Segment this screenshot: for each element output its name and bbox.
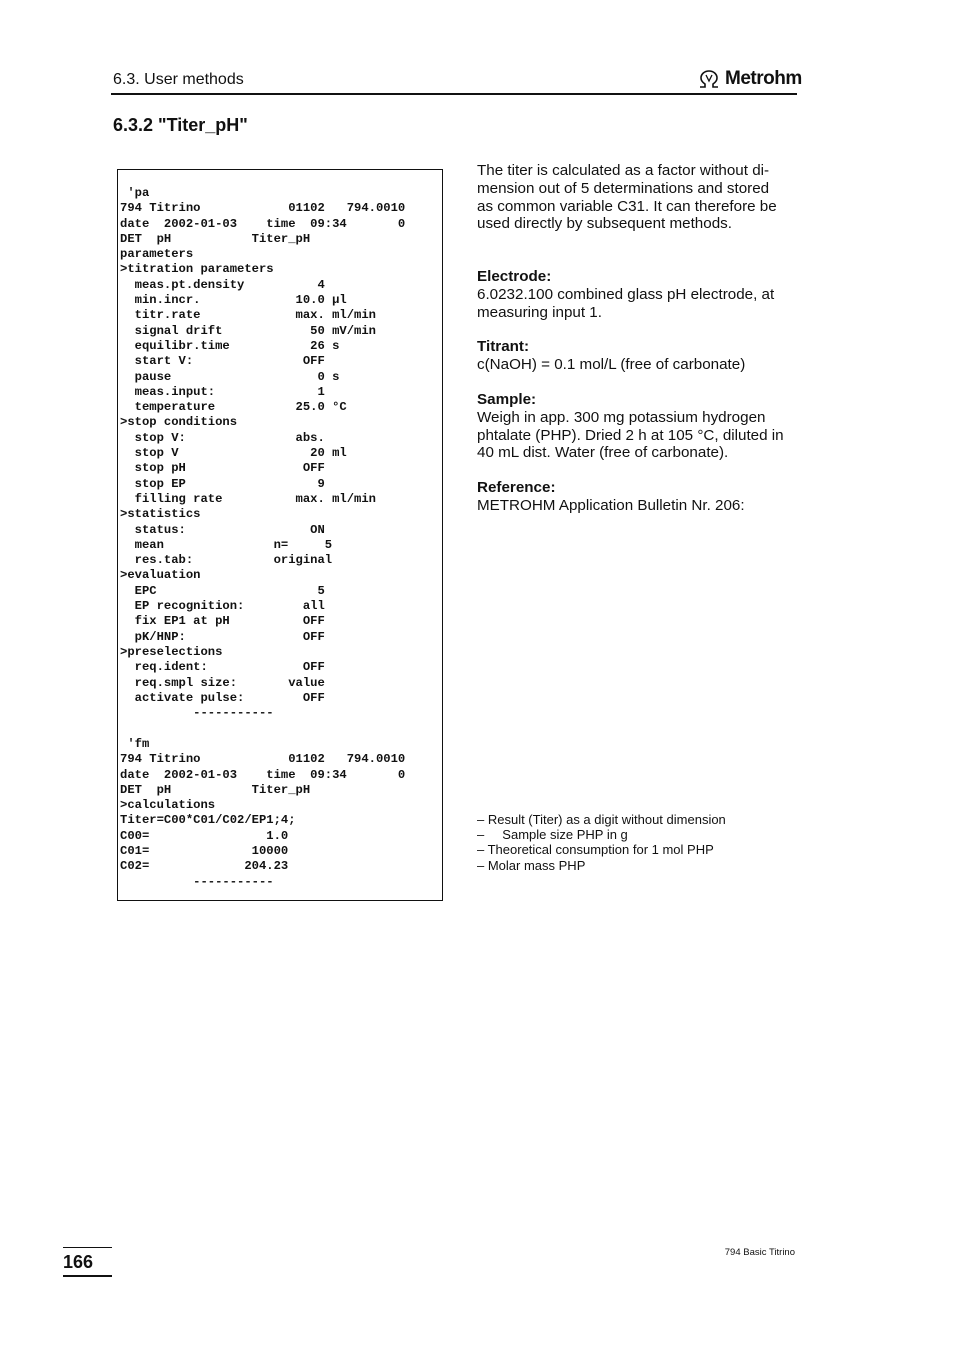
brand-logo-block (697, 68, 802, 90)
electrode-text: 6.0232.100 combined glass pH electrode, at measuring input 1. (477, 285, 775, 321)
electrode-section (477, 268, 797, 321)
sample-label: Sample: (477, 391, 537, 408)
sample-text: Weigh in app. 300 mg potassium hydrogen phtalate (PHP). Dried 2 h at 105 °C, diluted in 40 mL dist. Water (free of carbonate). (477, 408, 784, 462)
formula-printout: 'fm 794 Titrino 01102 794.0010 date 2002-01-03 time 09:34 0 DET pH Titer_pH >calculations Titer=C00*C01/C02/EP1;4; C00= 1.0 C01= 10000 C02= 204.23 ----------- (120, 737, 406, 889)
intro-paragraph (477, 162, 797, 233)
variable-notes (477, 812, 726, 873)
reference-label: Reference: (477, 479, 556, 496)
intro-text: The titer is calculated as a factor without di- mension out of 5 determinations and stored as common variable C31. It can therefore be used directly by subsequent methods. (477, 162, 777, 233)
note-line: – Result (Titer) as a digit without dimension (477, 812, 726, 827)
brand-name: Metrohm (725, 68, 802, 89)
electrode-label: Electrode: (477, 268, 552, 285)
titrant-section (477, 338, 797, 374)
reference-text: METROHM Application Bulletin Nr. 206: (477, 496, 745, 514)
titrant-label: Titrant: (477, 338, 530, 355)
method-printout (117, 169, 443, 901)
note-line: – Sample size PHP in g (477, 827, 628, 843)
metrohm-omega-icon (697, 69, 721, 89)
sample-section (477, 391, 797, 462)
footer-document-title: 794 Basic Titrino (724, 1247, 795, 1258)
page-number: 166 (63, 1252, 94, 1272)
reference-section (477, 479, 797, 515)
note-line: – Molar mass PHP (477, 857, 586, 873)
page-number-rule-top (63, 1247, 112, 1248)
page-number-rule (63, 1275, 112, 1277)
note-line: – Theoretical consumption for 1 mol PHP (477, 842, 714, 858)
header-rule (111, 93, 797, 95)
parameters-printout: 'pa 794 Titrino 01102 794.0010 date 2002-01-03 time 09:34 0 DET pH Titer_pH parameters >titration parameters meas.pt.density 4 min.incr. 10.0 µl titr.rate max. ml/min signal drift 50 mV/min equilibr.time 26 s start V: OFF pause 0 s meas.input: 1 temperature 25.0 °C >stop conditions stop V: abs. stop V 20 ml stop pH OFF stop EP 9 filling rate max. ml/min >statistics status: ON mean n= 5 res.tab: original >evaluation EPC 5 EP recognition: all fix EP1 at pH OFF pK/HNP: OFF >preselections req.ident: OFF req.smpl size: value activate pulse: OFF ----------- (120, 186, 406, 721)
titrant-text: c(NaOH) = 0.1 mol/L (free of carbonate) (477, 355, 746, 373)
running-header-section: 6.3. User methods (113, 71, 244, 88)
section-title: 6.3.2 "Titer_pH" (113, 115, 248, 135)
